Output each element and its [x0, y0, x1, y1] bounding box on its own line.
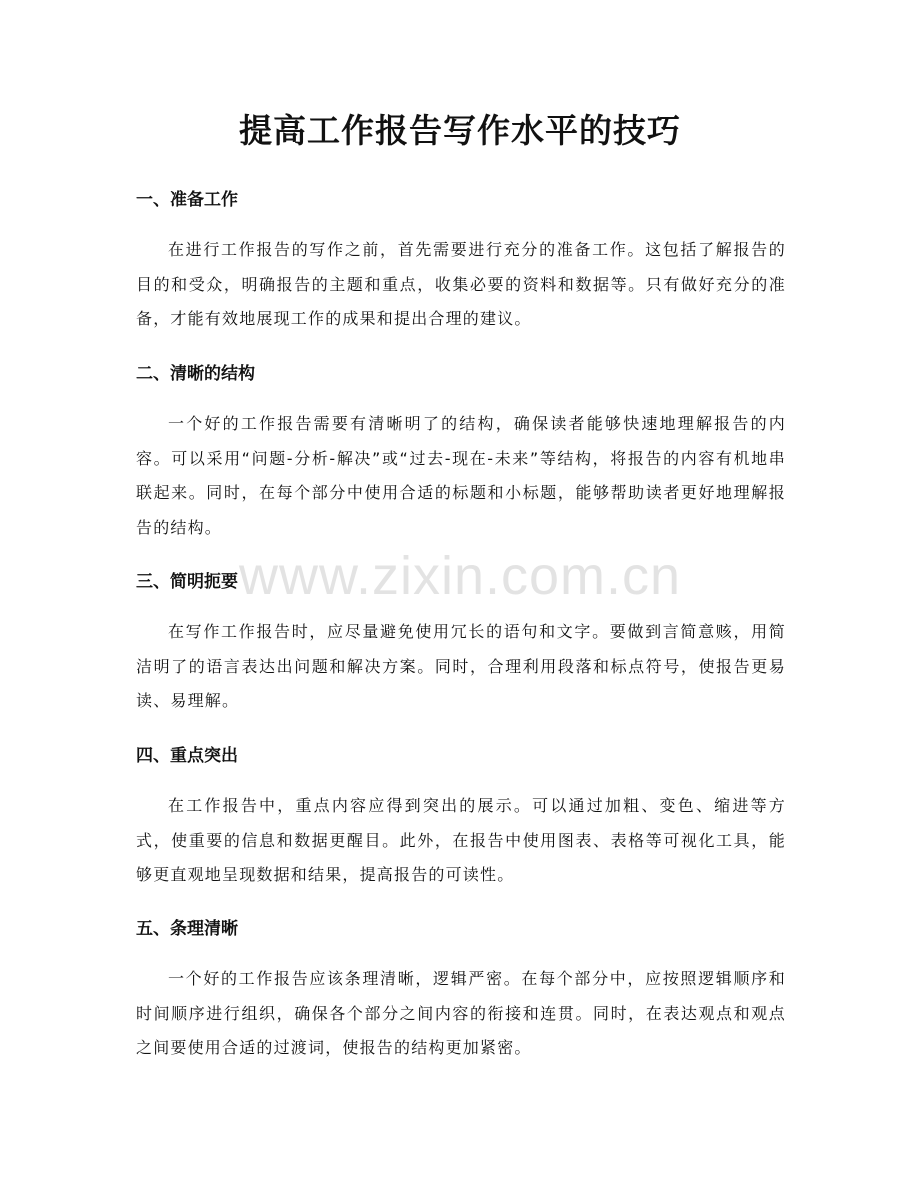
watermark: www.zixin.com.cn: [238, 546, 682, 606]
section-structure: [136, 362, 786, 545]
section-heading: 二、清晰的结构: [136, 364, 255, 384]
section-heading: 五、条理清晰: [136, 919, 238, 939]
section-preparation: [136, 188, 786, 337]
section-organization: [136, 917, 786, 1066]
section-paragraph: 在写作工作报告时，应尽量避免使用冗长的语句和文字。要做到言简意赅，用简洁明了的语言表达出问题和解决方案。同时，合理利用段落和标点符号，使报告更易读、易理解。: [136, 622, 786, 710]
section-heading: 三、简明扼要: [136, 572, 238, 592]
section-paragraph: 在进行工作报告的写作之前，首先需要进行充分的准备工作。这包括了解报告的目的和受众，明确报告的主题和重点，收集必要的资料和数据等。只有做好充分的准备，才能有效地展现工作的成果和提出合理的建议。: [136, 240, 786, 328]
section-heading: 一、准备工作: [136, 190, 238, 210]
document-title: 提高工作报告写作水平的技巧: [239, 111, 681, 150]
section-paragraph: 一个好的工作报告应该条理清晰，逻辑严密。在每个部分中，应按照逻辑顺序和时间顺序进行组织，确保各个部分之间内容的衔接和连贯。同时，在表达观点和观点之间要使用合适的过渡词，使报告的结构更加紧密。: [136, 969, 786, 1057]
section-concise: [136, 570, 786, 719]
section-highlight: [136, 744, 786, 893]
section-paragraph: 一个好的工作报告需要有清晰明了的结构，确保读者能够快速地理解报告的内容。可以采用“问题-分析-解决”或“过去-现在-未来”等结构，将报告的内容有机地串联起来。同时，在每个部分中使用合适的标题和小标题，能够帮助读者更好地理解报告的结构。: [136, 414, 786, 537]
section-heading: 四、重点突出: [136, 746, 238, 766]
section-paragraph: 在工作报告中，重点内容应得到突出的展示。可以通过加粗、变色、缩进等方式，使重要的信息和数据更醒目。此外，在报告中使用图表、表格等可视化工具，能够更直观地呈现数据和结果，提高报告的可读性。: [136, 796, 786, 884]
